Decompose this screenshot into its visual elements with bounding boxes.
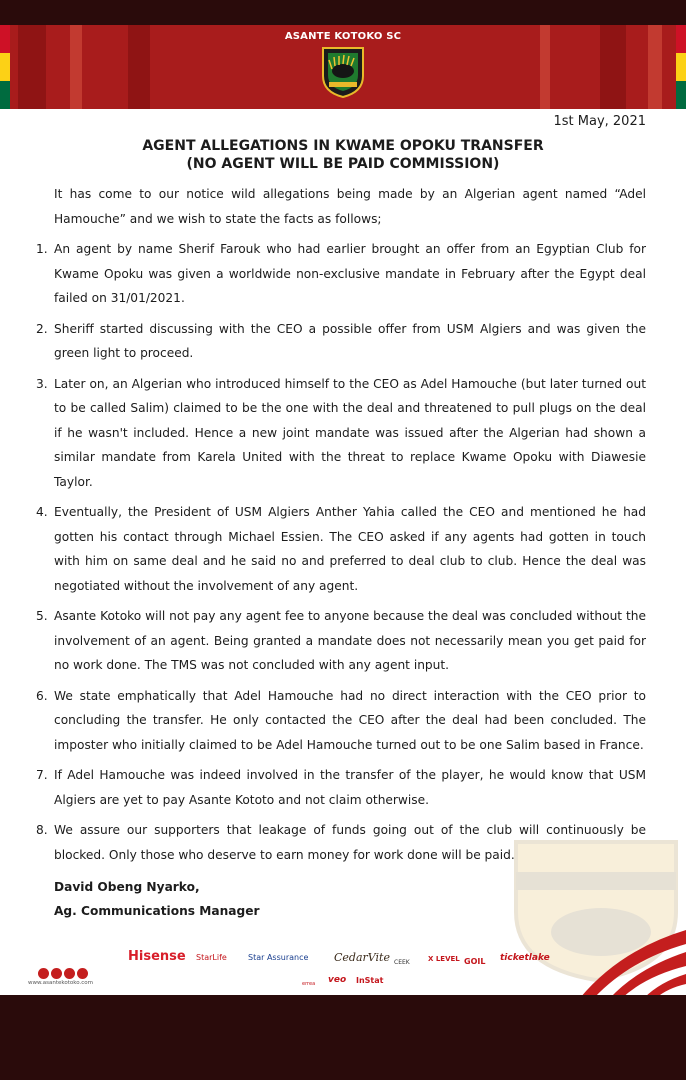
title-line-1: AGENT ALLEGATIONS IN KWAME OPOKU TRANSFER bbox=[142, 138, 544, 154]
instagram-icon[interactable] bbox=[64, 968, 75, 979]
statement-title bbox=[0, 137, 686, 173]
item-number: 2. bbox=[36, 321, 48, 336]
social-media-icons bbox=[38, 964, 90, 978]
item-text: We state emphatically that Adel Hamouche had no direct interaction with the CEO prior to concluding the transfer. He only contacted the CEO after the deal had been concluded. The imposter who initially claimed to be Adel Hamouche turned out to be one Salim based in France. bbox=[54, 688, 646, 752]
list-item bbox=[36, 317, 646, 366]
facebook-icon[interactable] bbox=[38, 968, 49, 979]
signatory-name: David Obeng Nyarko, bbox=[54, 880, 200, 894]
sponsor-goil-logo: GOIL bbox=[464, 957, 486, 966]
item-text: If Adel Hamouche was indeed involved in the transfer of the player, he would know that USM Algiers are yet to pay Asante Kototo and not claim otherwise. bbox=[54, 768, 646, 807]
item-number: 8. bbox=[36, 823, 48, 837]
list-item bbox=[36, 763, 646, 812]
list-item bbox=[36, 604, 646, 678]
item-text: Asante Kotoko will not pay any agent fee to anyone because the deal was concluded without the involvement of an agent. Being granted a mandate does not necessarily mean you get paid for no work done. The TMS was not concluded with any agent input. bbox=[54, 609, 646, 672]
item-text: An agent by name Sherif Farouk who had earlier brought an offer from an Egyptian Club for Kwame Opoku was given a worldwide non-exclusive mandate in February after the Egypt deal failed on 31/01/2021. bbox=[54, 242, 646, 305]
signature-block bbox=[54, 875, 646, 923]
youtube-icon[interactable] bbox=[77, 968, 88, 979]
organization-name: ASANTE KOTOKO SC bbox=[284, 31, 402, 42]
list-item bbox=[36, 500, 646, 598]
item-number: 6. bbox=[36, 688, 48, 703]
corner-porcupine-graphic-icon bbox=[560, 930, 686, 998]
title-line-2: (NO AGENT WILL BE PAID COMMISSION) bbox=[186, 156, 500, 172]
intro-paragraph: It has come to our notice wild allegations being made by an Algerian agent named “Adel Hamouche” and we wish to state the facts as follows; bbox=[54, 187, 646, 226]
kotoko-porcupine-crest-icon bbox=[321, 46, 365, 98]
sponsor-errea-logo: errea bbox=[302, 981, 316, 987]
sponsor-xlevel-logo: X LEVEL bbox=[428, 955, 460, 963]
sponsor-cedarvite-logo: CedarVite bbox=[334, 951, 390, 964]
facts-list bbox=[36, 237, 646, 867]
list-item bbox=[36, 237, 646, 311]
sponsor-starlife-logo: StarLife bbox=[196, 953, 227, 962]
bottom-dark-band bbox=[0, 995, 686, 1080]
letter-date: 1st May, 2021 bbox=[553, 114, 646, 129]
item-text: Eventually, the President of USM Algiers Anther Yahia called the CEO and mentioned he had gotten his contact through Michael Essien. The CEO asked if any agents had gotten in touch with him on same deal and he said no and preferred to deal club to club. Hence the deal was negotiated without the involvement of any agent. bbox=[54, 505, 646, 593]
sponsor-ticketlake-logo: ticketlake bbox=[500, 953, 550, 963]
website-link[interactable]: www.asantekotoko.com bbox=[28, 980, 93, 986]
sponsor-star-assurance-logo: Star Assurance bbox=[248, 953, 309, 962]
item-number: 1. bbox=[36, 242, 48, 256]
sponsor-veo-logo: veo bbox=[328, 975, 347, 985]
list-item bbox=[36, 818, 646, 867]
signatory-role: Ag. Communications Manager bbox=[54, 904, 260, 918]
item-text: Later on, an Algerian who introduced himself to the CEO as Adel Hamouche (but later turned out to be called Salim) claimed to be the one with the deal and threatened to pull plugs on the deal if he wasn't included. Hence a new joint mandate was issued after the Algerian had shown a similar mandate from Karela United with the threat to replace Kwame Opoku with Diawesie Taylor. bbox=[54, 376, 646, 489]
top-dark-band bbox=[0, 0, 686, 25]
sponsor-ceek-logo: CEEK bbox=[394, 959, 410, 966]
list-item bbox=[36, 684, 646, 758]
sponsor-hisense-logo: Hisense bbox=[128, 949, 186, 964]
item-number: 3. bbox=[36, 376, 48, 391]
list-item bbox=[36, 372, 646, 495]
sponsor-strip bbox=[128, 943, 568, 993]
item-number: 4. bbox=[36, 505, 48, 519]
item-number: 7. bbox=[36, 768, 48, 782]
item-text: We assure our supporters that leakage of funds going out of the club will continuously be blocked. Only those who deserve to earn money for work done will be paid. bbox=[54, 823, 646, 862]
statement-body bbox=[36, 182, 646, 923]
sponsor-instat-logo: InStat bbox=[356, 976, 384, 985]
twitter-icon[interactable] bbox=[51, 968, 62, 979]
item-number: 5. bbox=[36, 609, 48, 623]
item-text: Sheriff started discussing with the CEO a possible offer from USM Algiers and was given the green light to proceed. bbox=[54, 321, 646, 360]
